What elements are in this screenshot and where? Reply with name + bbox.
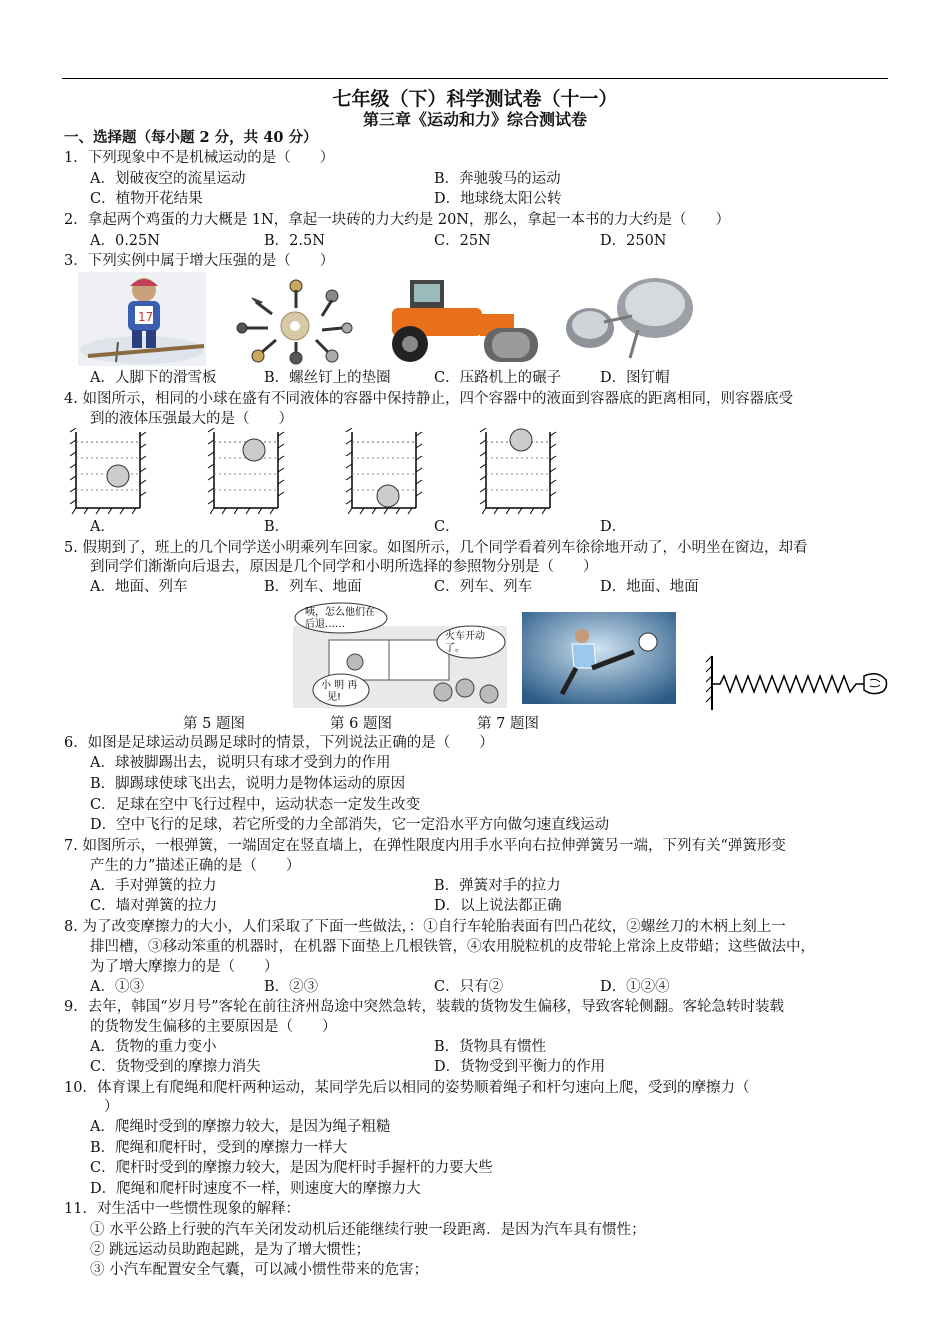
- q8-option-d: D．①②④: [600, 979, 670, 995]
- q11-statement-3: ③ 小汽车配置安全气囊，可以减小惯性带来的危害；: [90, 1262, 429, 1278]
- q1-option-d: D．地球绕太阳公转: [434, 191, 562, 207]
- q2-option-c: C．25N: [434, 233, 491, 249]
- q2-option-a: A．0.25N: [90, 233, 160, 249]
- q7-stem-line2: 产生的力”描述正确的是（ ）: [90, 858, 301, 874]
- q1-option-a: A．划破夜空的流星运动: [90, 171, 246, 187]
- caption-fig5: 第 5 题图: [183, 716, 245, 732]
- q3-stem: 3．下列实例中属于增大压强的是（ ）: [64, 253, 335, 269]
- q5-stem-line1: 5. 假期到了，班上的几个同学送小明乘列车回家。如图所示，几个同学看着列车徐徐地开动了，小明坐在窗边，却看: [64, 540, 808, 556]
- spring-wall-image: [706, 652, 890, 714]
- ski-child-image: [78, 272, 206, 366]
- q10-option-a: A．爬绳时受到的摩擦力较大，是因为绳子粗糙: [90, 1119, 391, 1135]
- screws-washer-image: [232, 278, 358, 366]
- q10-option-d: D．爬绳和爬杆时速度不一样，则速度大的摩擦力大: [90, 1181, 421, 1197]
- q4-stem-line1: 4. 如图所示，相同的小球在盛有不同液体的容器中保持静止，四个容器中的液面到容器底的距离相同，则容器底受: [64, 391, 793, 407]
- q8-stem-line2: 排凹槽，③移动笨重的机器时，在机器下面垫上几根铁管，④农用脱粒机的皮带轮上常涂上皮带蜡；这些做法中，: [90, 939, 815, 955]
- q10-stem-line1: 10．体育课上有爬绳和爬杆两种运动，某同学先后以相同的姿势顺着绳子和杆匀速向上爬，受到的摩擦力（: [64, 1080, 750, 1096]
- q5-option-c: C．列车、列车: [434, 579, 533, 595]
- q6-option-d: D．空中飞行的足球，若它所受的力全部消失，它一定沿水平方向做匀速直线运动: [90, 817, 610, 833]
- q8-stem-line1: 8. 为了改变摩擦力的大小，人们采取了下面一些做法，：①自行车轮胎表面有凹凸花纹，②螺丝刀的木柄上刻上一: [64, 919, 786, 935]
- page-title: 七年级（下）科学测试卷（十一）: [332, 88, 618, 110]
- q7-option-c: C．墙对弹簧的拉力: [90, 898, 218, 914]
- q9-stem-line1: 9．去年，韩国“岁月号”客轮在前往济州岛途中突然急转，装载的货物发生偏移，导致客轮侧翻。客轮急转时装载: [64, 999, 785, 1015]
- svg-text:17: 17: [138, 310, 154, 324]
- q4-option-b: B．: [264, 519, 290, 535]
- q10-stem-line2: ）: [104, 1099, 119, 1115]
- fig5-bubble1-line2: 后退……: [305, 619, 345, 630]
- q10-option-b: B．爬绳和爬杆时，受到的摩擦力一样大: [90, 1140, 348, 1156]
- q4-option-a: A．: [90, 519, 115, 535]
- q6-option-b: B．脚踢球使球飞出去，说明力是物体运动的原因: [90, 776, 406, 792]
- q11-statement-2: ② 跳远运动员助跑起跳，是为了增大惯性；: [90, 1242, 371, 1258]
- q3-option-b: B．螺丝钉上的垫圈: [264, 370, 391, 386]
- q11-statement-1: ① 水平公路上行驶的汽车关闭发动机后还能继续行驶一段距离．是因为汽车具有惯性；: [90, 1222, 646, 1238]
- q5-option-a: A．地面、列车: [90, 579, 188, 595]
- q7-option-d: D．以上说法都正确: [434, 898, 562, 914]
- q2-option-d: D．250N: [600, 233, 667, 249]
- road-roller-image: [380, 270, 540, 366]
- fig5-bubble1-line1: 咦，怎么他们在: [305, 607, 375, 618]
- q4-option-d: D．: [600, 519, 627, 535]
- q3-option-c: C．压路机上的碾子: [434, 370, 562, 386]
- q8-option-a: A．①③: [90, 979, 144, 995]
- q3-option-d: D．图钉帽: [600, 370, 670, 386]
- q6-option-a: A．球被脚踢出去，说明只有球才受到力的作用: [90, 755, 391, 771]
- q9-option-c: C．货物受到的摩擦力消失: [90, 1059, 261, 1075]
- q8-option-c: C．只有②: [434, 979, 504, 995]
- fig5-bubble3-line1: 小 明 再: [321, 680, 358, 691]
- q5-option-b: B．列车、地面: [264, 579, 362, 595]
- caption-fig7: 第 7 题图: [477, 716, 539, 732]
- q9-option-b: B．货物具有惯性: [434, 1039, 547, 1055]
- q6-stem: 6．如图是足球运动员踢足球时的情景，下列说法正确的是（ ）: [64, 735, 494, 751]
- q2-option-b: B．2.5N: [264, 233, 325, 249]
- q9-option-d: D．货物受到平衡力的作用: [434, 1059, 606, 1075]
- q8-stem-line3: 为了增大摩擦力的是（ ）: [90, 959, 279, 975]
- fig5-bubble2-line2: 了。: [445, 643, 465, 654]
- q6-option-c: C．足球在空中飞行过程中，运动状态一定发生改变: [90, 797, 421, 813]
- q1-option-b: B．奔驰骏马的运动: [434, 171, 561, 187]
- q5-stem-line2: 到同学们渐渐向后退去，原因是几个同学和小明所选择的参照物分别是（ ）: [90, 559, 598, 575]
- q3-option-a: A．人脚下的滑雪板: [90, 370, 217, 386]
- page-subtitle: 第三章《运动和力》综合测试卷: [362, 110, 587, 129]
- q7-stem-line1: 7. 如图所示，一根弹簧，一端固定在竖直墙上，在弹性限度内用手水平向右拉伸弹簧另一端，下列有关“弹簧形变: [64, 838, 786, 854]
- q7-option-a: A．手对弹簧的拉力: [90, 878, 217, 894]
- q1-option-c: C．植物开花结果: [90, 191, 203, 207]
- q1-stem: 1．下列现象中不是机械运动的是（ ）: [64, 150, 335, 166]
- section-heading: 一、选择题（每小题 2 分，共 40 分）: [64, 129, 318, 146]
- q9-stem-line2: 的货物发生偏移的主要原因是（ ）: [90, 1019, 337, 1035]
- q10-option-c: C．爬杆时受到的摩擦力较大，是因为爬杆时手握杆的力要大些: [90, 1160, 493, 1176]
- q5-option-d: D．地面、地面: [600, 579, 699, 595]
- q2-stem: 2．拿起两个鸡蛋的力大概是 1N，拿起一块砖的力大约是 20N，那么，拿起一本书的力大约是（ ）: [64, 212, 730, 228]
- fig5-bubble2-line1: 火车开动: [445, 631, 485, 642]
- q7-option-b: B．弹簧对手的拉力: [434, 878, 561, 894]
- q4-stem-line2: 到的液体压强最大的是（ ）: [90, 411, 293, 427]
- q9-option-a: A．货物的重力变小: [90, 1039, 217, 1055]
- thumbtack-image: [560, 272, 700, 362]
- soccer-player-image: [522, 612, 676, 704]
- q11-stem: 11．对生活中一些惯性现象的解释：: [64, 1201, 300, 1217]
- q4-containers-figure: [66, 428, 886, 518]
- top-rule: [62, 78, 888, 79]
- q8-option-b: B．②③: [264, 979, 319, 995]
- q4-option-c: C．: [434, 519, 460, 535]
- fig5-bubble3-line2: 见!: [327, 692, 342, 703]
- train-cartoon-image: [293, 602, 507, 708]
- caption-fig6: 第 6 题图: [330, 716, 392, 732]
